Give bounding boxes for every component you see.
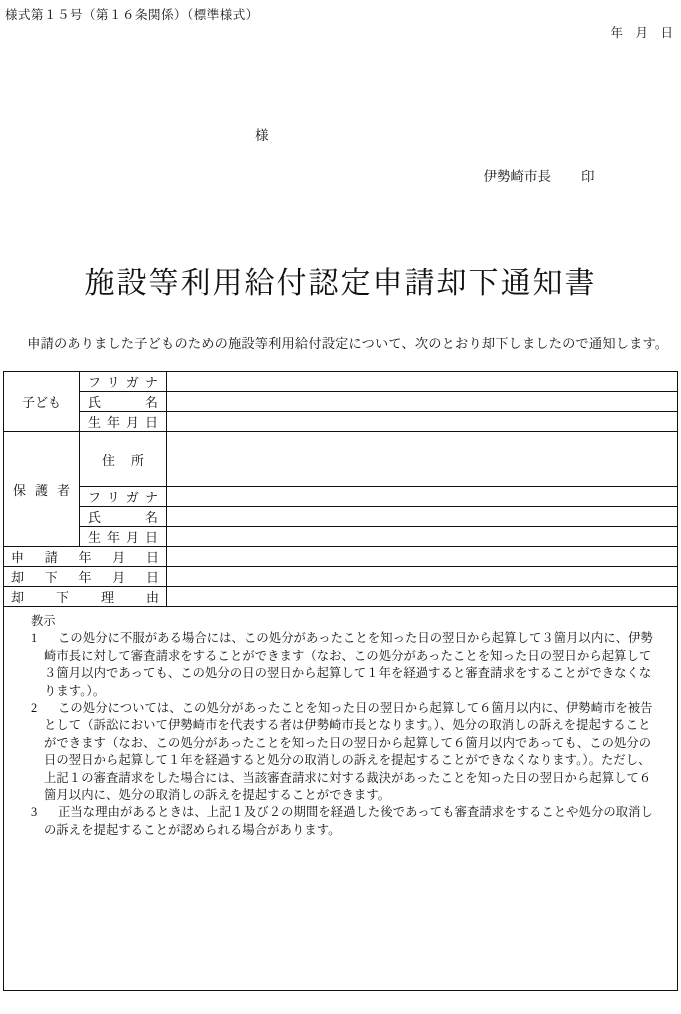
table-row	[4, 527, 678, 547]
rejection-date-label: 却下年月日	[4, 567, 167, 587]
document-title: 施設等利用給付認定申請却下通知書	[84, 267, 597, 300]
guardian-name-label: 氏名	[80, 507, 167, 527]
issuer-line	[470, 149, 595, 201]
notice-item-text: 正当な理由があるときは、上記１及び２の期間を経過した後であっても審査請求をすることや処分の取消しの訴えを提起することが認められる場合があります。	[44, 805, 653, 837]
notice-item-3	[31, 804, 659, 839]
child-group-label: 子ども	[4, 372, 80, 432]
notice-item-number: 1	[31, 631, 38, 646]
rejection-reason-label: 却下理由	[4, 587, 167, 607]
table-row	[4, 487, 678, 507]
issuer-name: 伊勢崎市長	[483, 169, 551, 184]
child-birthdate-label: 生年月日	[80, 412, 167, 432]
application-date-label: 申請年月日	[4, 547, 167, 567]
child-name-value	[167, 392, 678, 412]
guardian-group-label: 保護者	[4, 432, 80, 547]
table-row	[4, 392, 678, 412]
notice-heading: 教示	[31, 614, 56, 628]
table-row	[4, 372, 678, 392]
table-row	[4, 412, 678, 432]
child-furigana-value	[167, 372, 678, 392]
seal-mark: 印	[581, 169, 595, 184]
table-row	[4, 547, 678, 567]
table-row	[4, 432, 678, 487]
child-furigana-label: フリガナ	[80, 372, 167, 392]
notice-item-number: 2	[31, 701, 38, 716]
guardian-furigana-value	[167, 487, 678, 507]
table-row	[4, 567, 678, 587]
notice-item-2	[31, 700, 659, 804]
notice-item-number: 3	[31, 805, 38, 820]
guardian-name-value	[167, 507, 678, 527]
child-name-label: 氏名	[80, 392, 167, 412]
rejection-reason-value	[167, 587, 678, 607]
application-table	[3, 371, 678, 991]
guardian-furigana-label: フリガナ	[80, 487, 167, 507]
table-row	[4, 607, 678, 991]
table-row	[4, 587, 678, 607]
rejection-date-value	[167, 567, 678, 587]
notice-item-text: この処分については、この処分があったことを知った日の翌日から起算して６箇月以内に、伊勢崎市を被告として（訴訟において伊勢崎市を代表する者は伊勢崎市長となります。）、処分の取消しの訴えを提起することができます（なお、この処分があったことを知った日の翌日から起算して６箇月以内であっても、この処分の日の翌日から起算して１年を経過すると処分の取消しの訴えを提起することができなくなります。）。ただし、上記１の審査請求をした場合には、当該審査請求に対する裁決があったことを知った日の翌日から起算して６箇月以内に、処分の取消しの訴えを提起することができます。	[44, 701, 653, 803]
guardian-address-value	[167, 432, 678, 487]
table-row	[4, 507, 678, 527]
guardian-address-label: 住所	[80, 432, 167, 487]
notice-item-1	[31, 630, 659, 700]
form-number: 様式第１５号（第１６条関係）（標準様式）	[5, 8, 259, 22]
addressee-sama: 様	[255, 128, 269, 143]
guardian-birthdate-value	[167, 527, 678, 547]
intro-text: 申請のありました子どものための施設等利用給付設定について、次のとおり却下しましたので通知します。	[27, 336, 669, 351]
notice-section	[4, 607, 678, 991]
date-line: 年 月 日	[610, 26, 673, 40]
notice-item-text: この処分に不服がある場合には、この処分があったことを知った日の翌日から起算して３箇月以内に、伊勢崎市長に対して審査請求をすることができます（なお、この処分があったことを知った日の翌日から起算して３箇月以内であっても、この処分の日の翌日から起算して１年を経過すると審査請求をすることができなくなります。）。	[44, 631, 653, 698]
child-birthdate-value	[167, 412, 678, 432]
guardian-birthdate-label: 生年月日	[80, 527, 167, 547]
application-date-value	[167, 547, 678, 567]
